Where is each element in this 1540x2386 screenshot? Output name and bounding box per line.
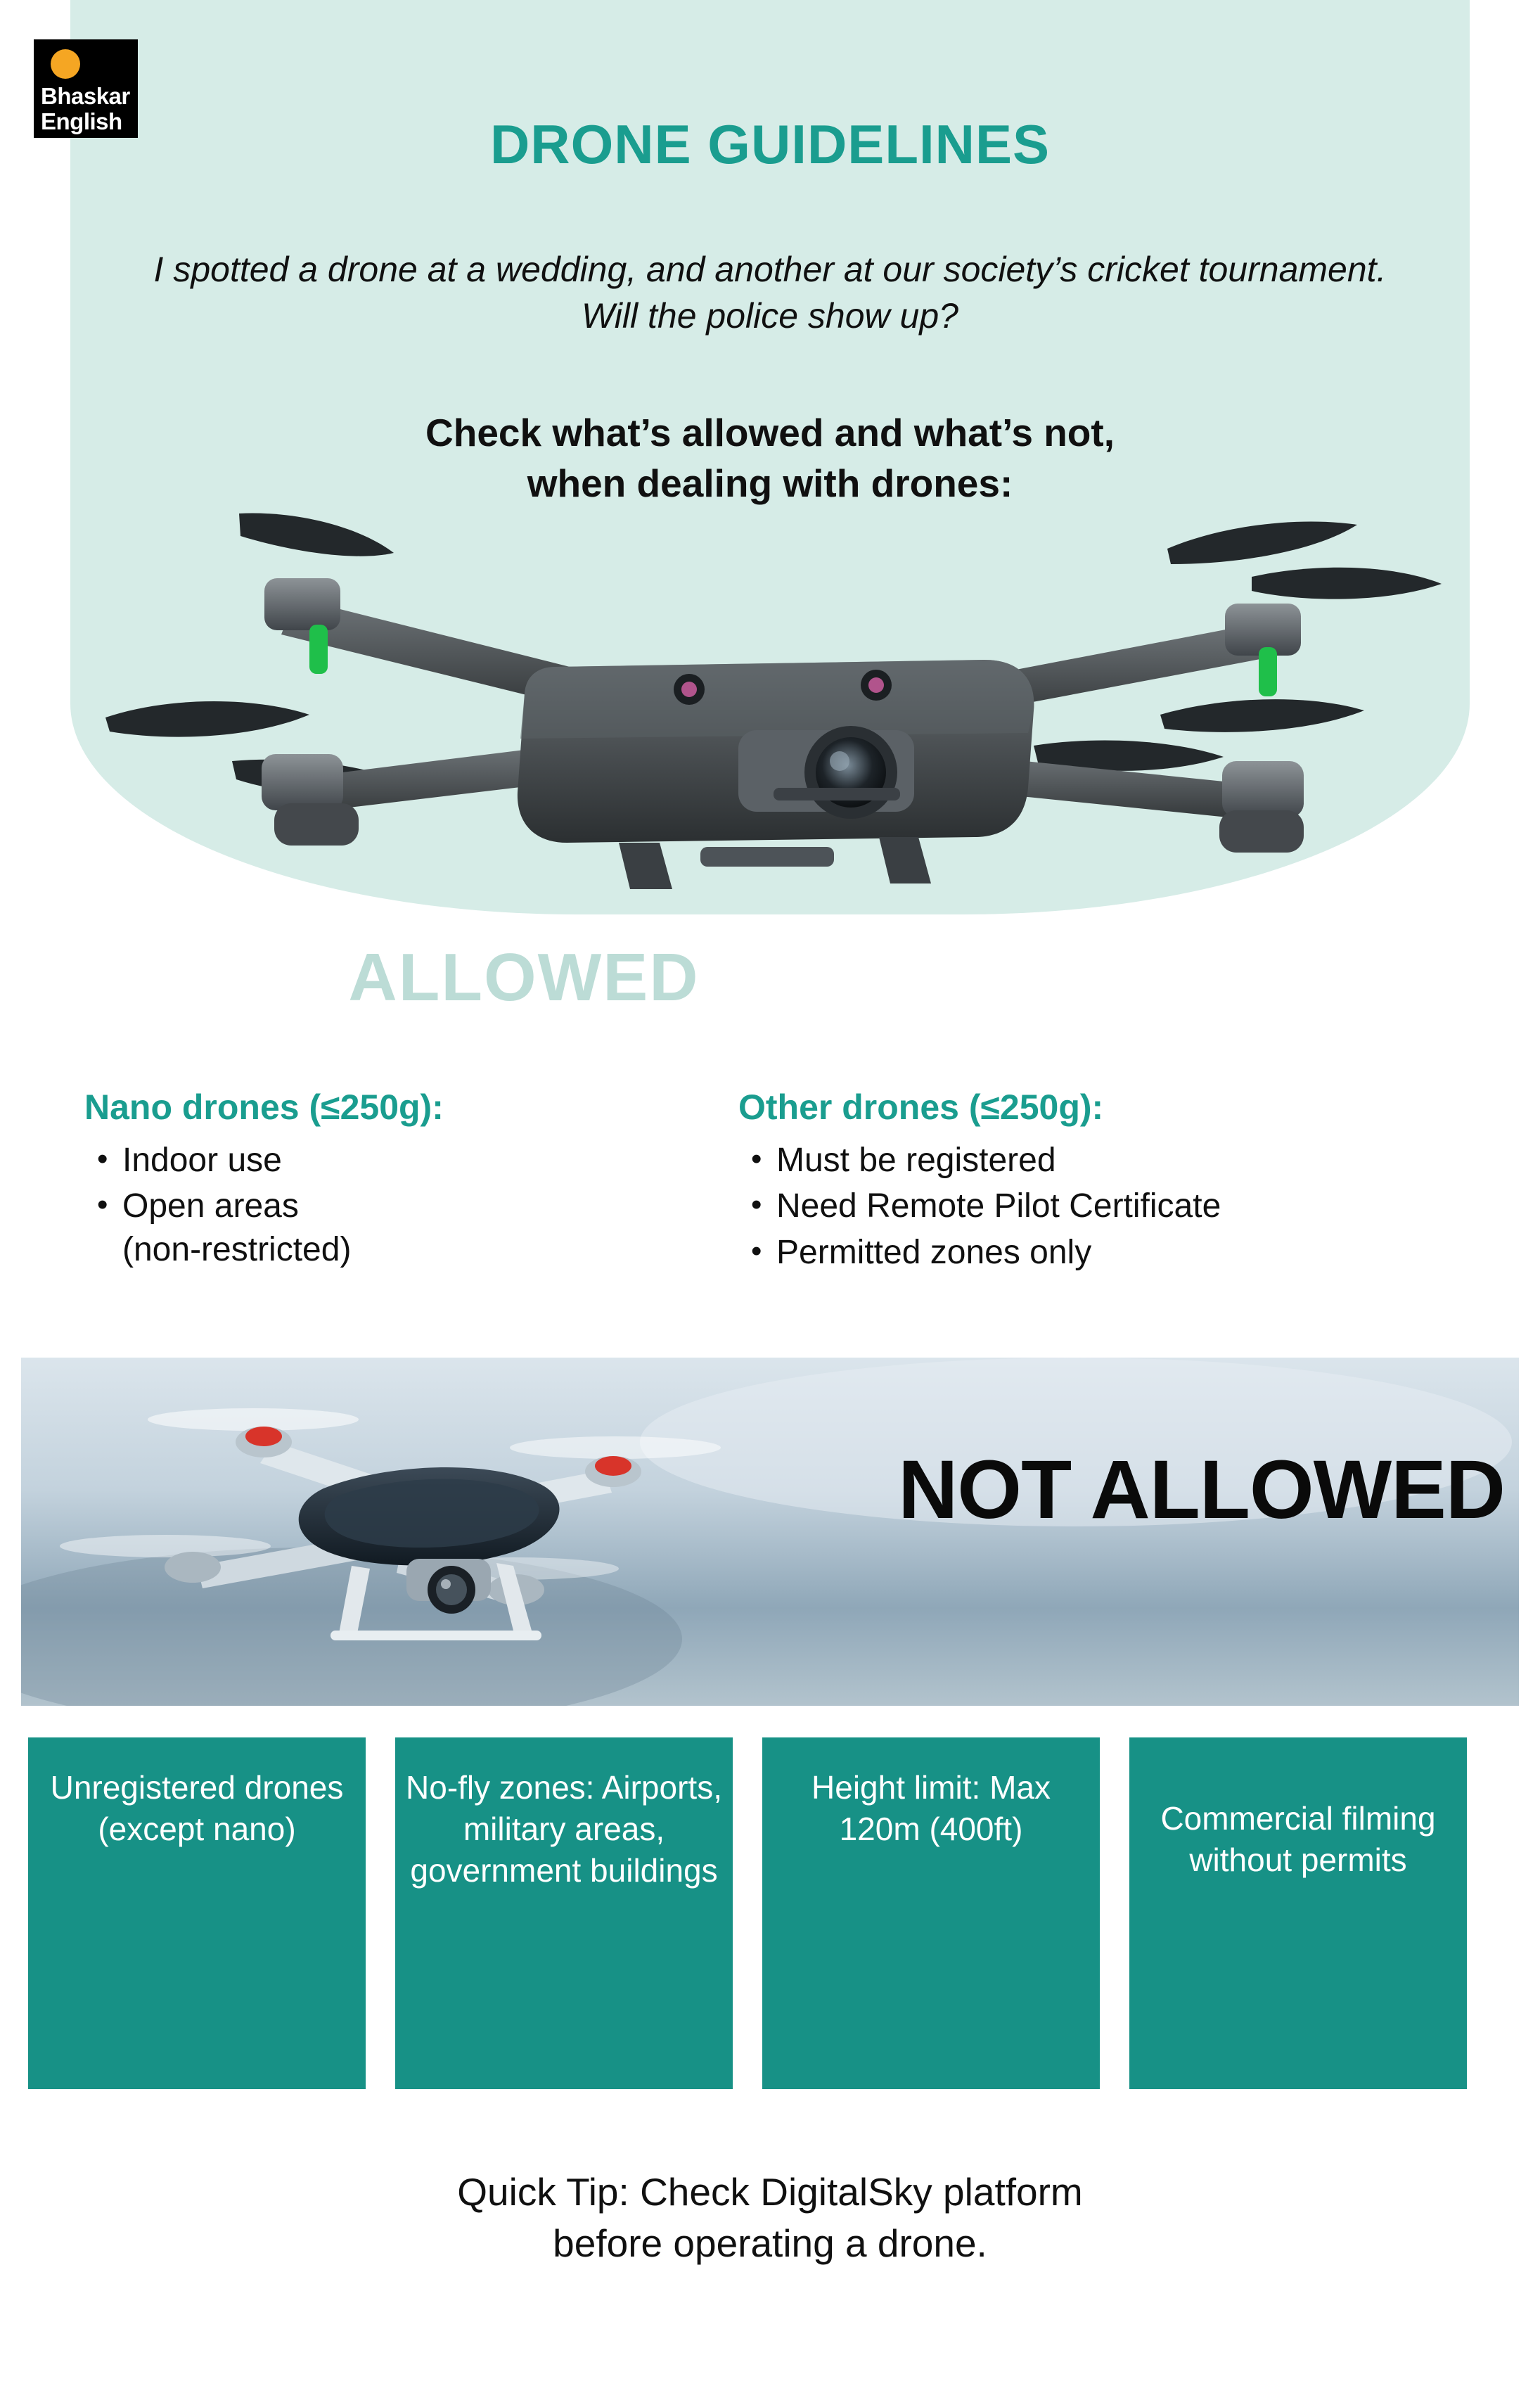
card-no-fly-zones: No-fly zones: Airports, military areas, government buildings — [395, 1737, 733, 2089]
column-heading-other: Other drones (≤250g): — [738, 1087, 1104, 1127]
logo-line-2: English — [41, 108, 122, 134]
page-title: DRONE GUIDELINES — [489, 113, 1051, 175]
card-commercial-filming: Commercial filming without permits — [1129, 1737, 1467, 2089]
other-list — [738, 1139, 1456, 1274]
list-item — [738, 1231, 1456, 1274]
not-allowed-heading: NOT ALLOWED — [898, 1443, 1505, 1536]
list-item — [738, 1139, 1456, 1182]
not-allowed-cards — [28, 1737, 1512, 2110]
list-item — [738, 1185, 1456, 1227]
orange-dot-icon — [51, 49, 80, 79]
brand-logo — [34, 39, 138, 138]
allowed-column-other — [738, 1087, 1456, 1277]
subtitle-question: I spotted a drone at a wedding, and another at our society’s cricket tournament. Will the police show up? — [153, 250, 1387, 336]
list-item-label: Open areas — [122, 1187, 299, 1225]
list-item-label: Permitted zones only — [776, 1233, 1092, 1271]
list-item — [84, 1139, 717, 1182]
card-height-limit: Height limit: Max 120m (400ft) — [762, 1737, 1100, 2089]
not-allowed-photo-band — [21, 1358, 1519, 1706]
logo-line-1: Bhaskar — [41, 83, 130, 109]
prompt-line-1: Check what’s allowed and what’s not, — [425, 411, 1115, 454]
allowed-columns — [84, 1087, 1456, 1277]
list-item-label: Must be registered — [776, 1142, 1056, 1179]
list-item-continuation: (non-restricted) — [122, 1230, 352, 1268]
list-item — [84, 1185, 717, 1271]
column-heading-nano: Nano drones (≤250g): — [84, 1087, 444, 1127]
card-unregistered-drones: Unregistered drones (except nano) — [28, 1737, 366, 2089]
allowed-column-nano — [84, 1087, 717, 1277]
allowed-heading: ALLOWED — [348, 940, 700, 1015]
prompt-text — [137, 408, 1403, 509]
drone-illustration — [63, 485, 1484, 929]
quick-tip-line-1: Quick Tip: Check DigitalSky platform — [457, 2170, 1083, 2214]
nano-list — [84, 1139, 717, 1271]
list-item-label: Indoor use — [122, 1142, 282, 1179]
quick-tip-line-2: before operating a drone. — [553, 2221, 987, 2265]
list-item-label: Need Remote Pilot Certificate — [776, 1187, 1221, 1225]
quick-tip — [137, 2167, 1403, 2269]
prompt-line-2: when dealing with drones: — [527, 461, 1013, 505]
